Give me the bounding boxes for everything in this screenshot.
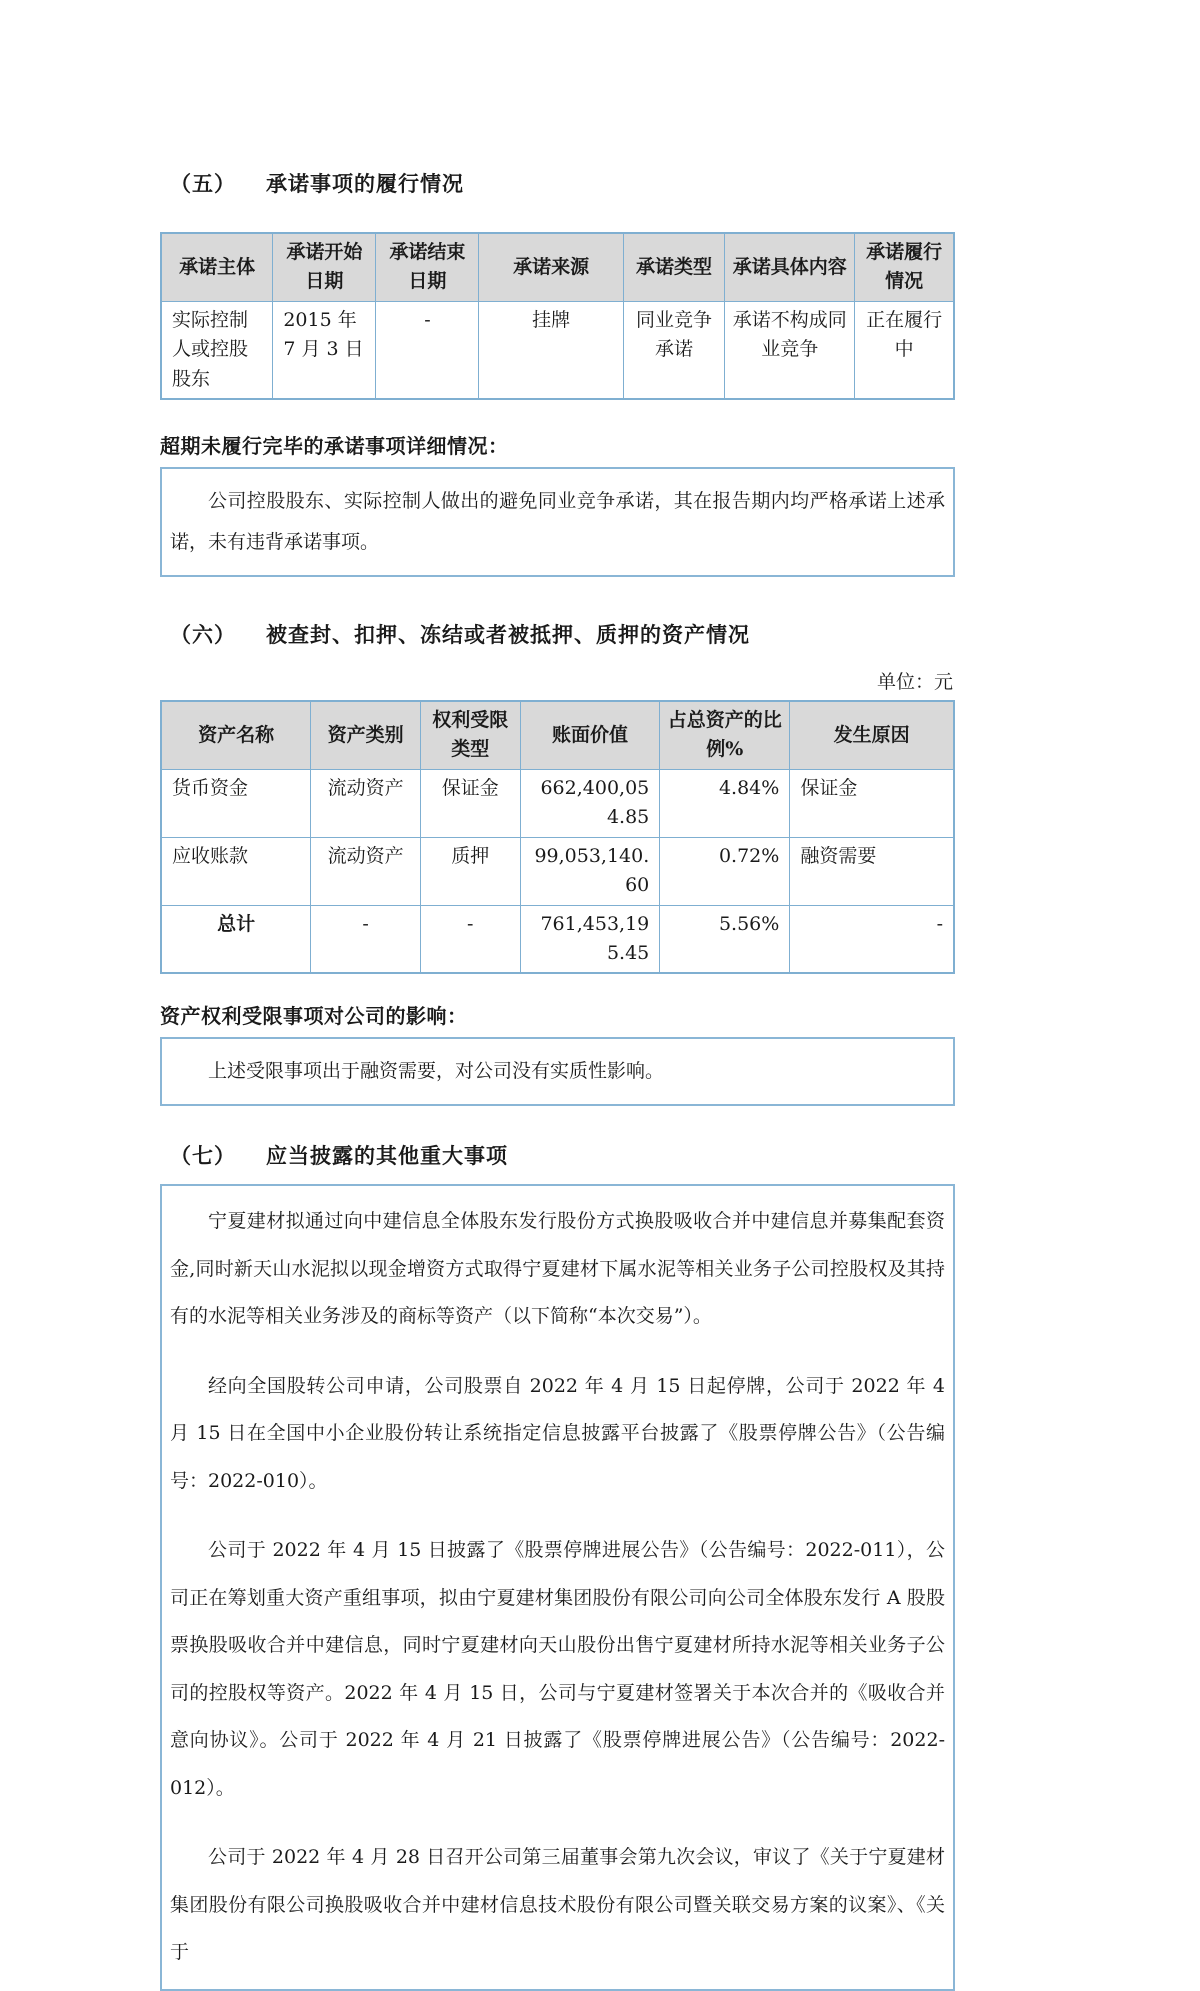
table-row (161, 769, 954, 837)
paragraph: 公司于 2022 年 4 月 28 日召开公司第三届董事会第九次会议，审议了《关于宁夏建材集团股份有限公司换股吸收合并中建材信息技术股份有限公司暨关联交易方案的议案》、《关于 (170, 1846, 945, 1964)
cell-type: 同业竞争承诺 (623, 301, 725, 399)
cell-content: 承诺不构成同业竞争 (725, 301, 855, 399)
overdue-detail-box (160, 467, 955, 577)
col-header: 承诺结束日期 (376, 233, 479, 301)
table-row (161, 837, 954, 905)
cell-limit-type: - (420, 905, 520, 973)
cell-book-value: 99,053,140.60 (520, 837, 660, 905)
col-header: 承诺具体内容 (725, 233, 855, 301)
col-header: 发生原因 (790, 701, 954, 769)
cell-reason: 融资需要 (790, 837, 954, 905)
table-row (161, 301, 954, 399)
col-header: 资产名称 (161, 701, 311, 769)
col-header: 承诺开始日期 (273, 233, 376, 301)
section7-heading (170, 1140, 955, 1170)
other-matters-box (160, 1184, 955, 1991)
cell-asset-class: - (311, 905, 420, 973)
col-header: 占总资产的比例% (660, 701, 790, 769)
paragraph: 经向全国股转公司申请，公司股票自 2022 年 4 月 15 日起停牌，公司于 2022 年 4 月 15 日在全国中小企业股份转让系统指定信息披露平台披露了《股票停牌公告》（公告编号：2022-010）。 (170, 1374, 945, 1492)
overdue-detail-heading: 超期未履行完毕的承诺事项详细情况： (160, 434, 509, 459)
cell-ratio: 4.84% (660, 769, 790, 837)
cell-ratio: 5.56% (660, 905, 790, 973)
cell-book-value: 662,400,054.85 (520, 769, 660, 837)
table-total-row (161, 905, 954, 973)
cell-source: 挂牌 (479, 301, 623, 399)
cell-limit-type: 保证金 (420, 769, 520, 837)
cell-total-label: 总计 (161, 905, 311, 973)
section7-number: （七） (170, 1143, 236, 1169)
col-header: 承诺来源 (479, 233, 623, 301)
cell-reason: 保证金 (790, 769, 954, 837)
impact-text: 上述受限事项出于融资需要，对公司没有实质性影响。 (208, 1060, 665, 1083)
section6-number: （六） (170, 621, 236, 647)
cell-ratio: 0.72% (660, 837, 790, 905)
cell-start: 2015 年 7 月 3 日 (273, 301, 376, 399)
document-content (160, 0, 955, 1991)
overdue-detail-text: 公司控股股东、实际控制人做出的避免同业竞争承诺，其在报告期内均严格承诺上述承诺，未有违背承诺事项。 (170, 490, 945, 554)
col-header: 承诺类型 (623, 233, 725, 301)
col-header: 资产类别 (311, 701, 420, 769)
section5-heading (170, 168, 955, 198)
col-header: 承诺履行情况 (855, 233, 954, 301)
col-header: 权利受限类型 (420, 701, 520, 769)
cell-asset-class: 流动资产 (311, 769, 420, 837)
col-header: 账面价值 (520, 701, 660, 769)
section5-title: 承诺事项的履行情况 (266, 171, 464, 196)
commitments-table (160, 232, 955, 400)
assets-header-row (161, 701, 954, 769)
col-header: 承诺主体 (161, 233, 273, 301)
impact-box (160, 1037, 955, 1106)
impact-heading: 资产权利受限事项对公司的影响： (160, 1004, 468, 1029)
cell-asset-name: 货币资金 (161, 769, 311, 837)
section5-number: （五） (170, 171, 236, 196)
unit-label: 单位：元 (876, 670, 953, 693)
cell-book-value: 761,453,195.45 (520, 905, 660, 973)
cell-status: 正在履行中 (855, 301, 954, 399)
section6-title: 被查封、扣押、冻结或者被抵押、质押的资产情况 (266, 621, 750, 647)
cell-reason: - (790, 905, 954, 973)
cell-asset-class: 流动资产 (311, 837, 420, 905)
paragraph: 宁夏建材拟通过向中建信息全体股东发行股份方式换股吸收合并中建信息并募集配套资金,同时新天山水泥拟以现金增资方式取得宁夏建材下属水泥等相关业务子公司控股权及其持有的水泥等相关业务涉及的商标等资产（以下简称“本次交易”）。 (170, 1210, 945, 1328)
cell-limit-type: 质押 (420, 837, 520, 905)
cell-end: - (376, 301, 479, 399)
commitments-header-row (161, 233, 954, 301)
paragraph: 公司于 2022 年 4 月 15 日披露了《股票停牌进展公告》（公告编号：2022-011），公司正在筹划重大资产重组事项，拟由宁夏建材集团股份有限公司向公司全体股东发行 A 股股票换股吸收合并中建信息，同时宁夏建材向天山股份出售宁夏建材所持水泥等相关业务子公司的控股权等资产。2022 年 4 月 15 日，公司与宁夏建材签署关于本次合并的《吸收合并意向协议》。公司于 2022 年 4 月 21 日披露了《股票停牌进展公告》（公告编号：2022-012）。 (170, 1539, 945, 1799)
section7-title: 应当披露的其他重大事项 (266, 1143, 508, 1169)
restricted-assets-table (160, 700, 955, 975)
cell-subject: 实际控制人或控股股东 (161, 301, 273, 399)
cell-asset-name: 应收账款 (161, 837, 311, 905)
section6-heading (170, 619, 955, 649)
